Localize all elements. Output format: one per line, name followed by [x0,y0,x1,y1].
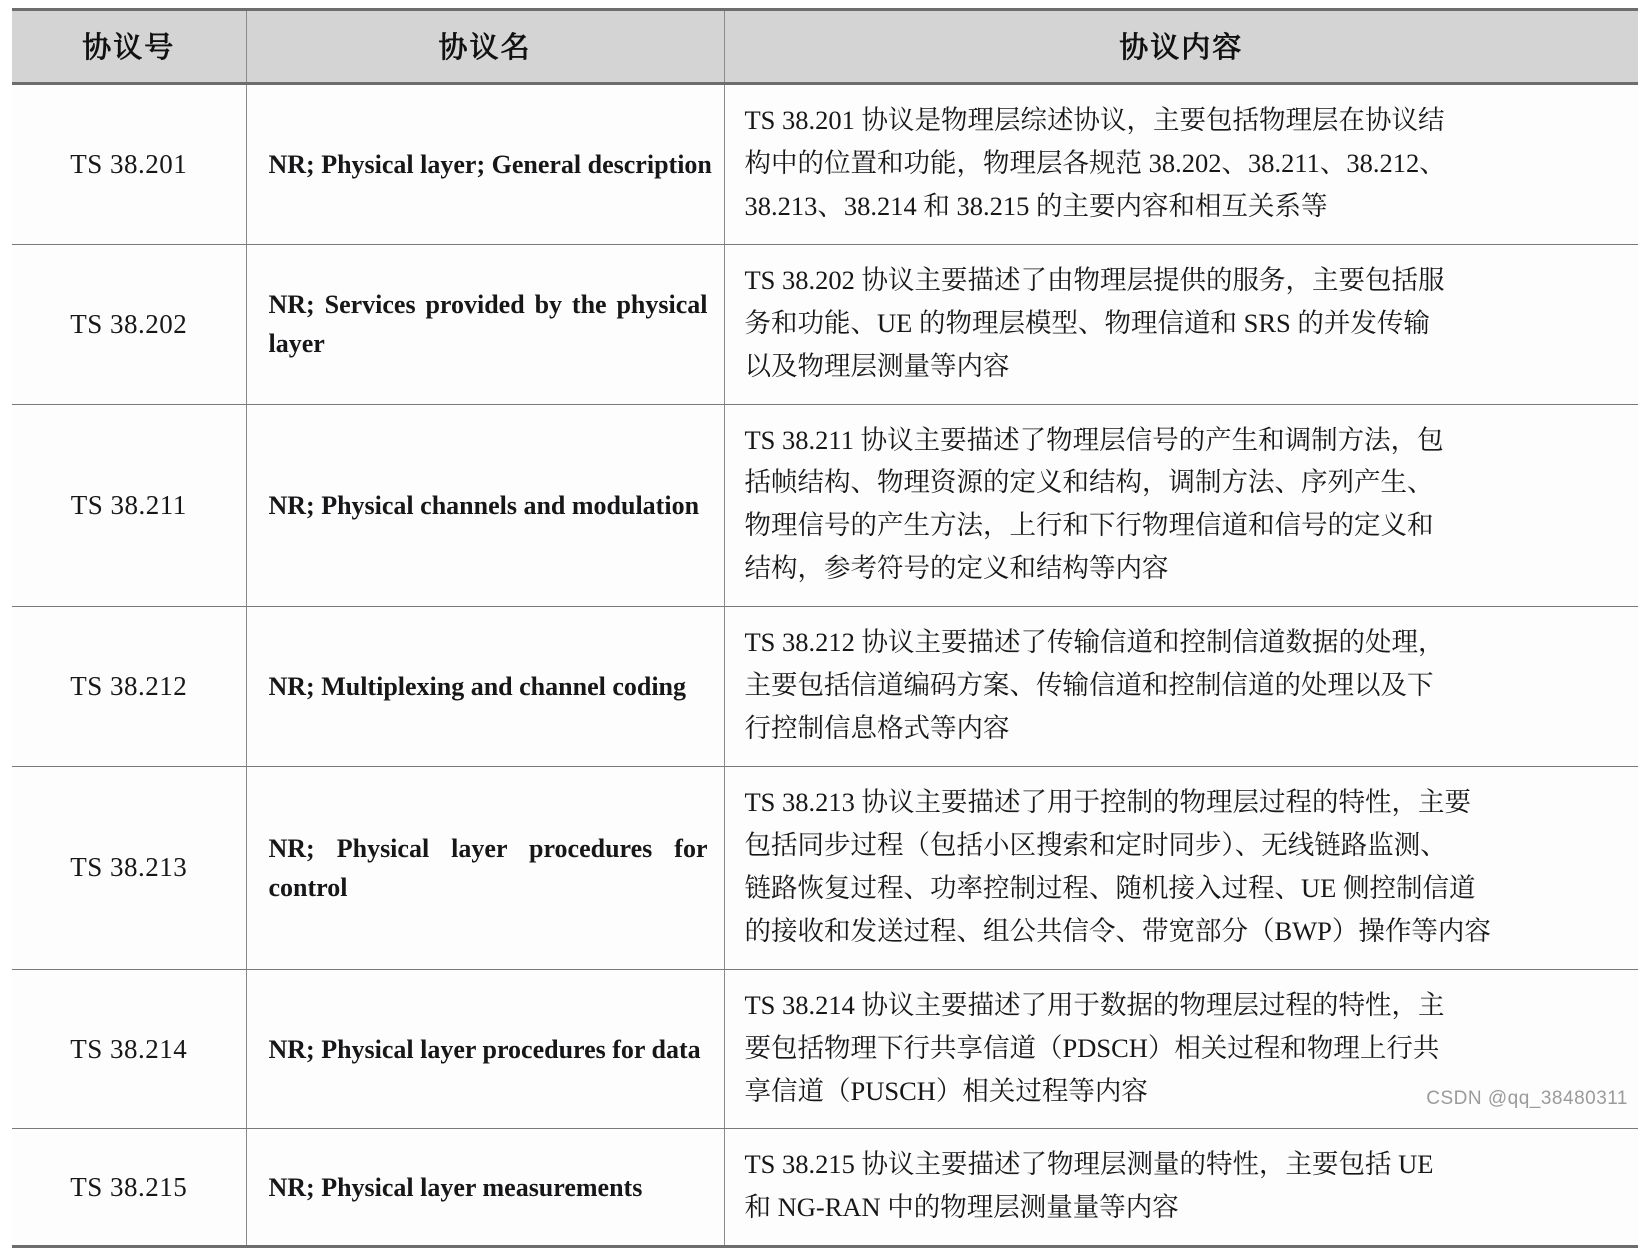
content-line: TS 38.214 协议主要描述了用于数据的物理层过程的特性，主 [744,989,1445,1020]
cell-protocol-content [724,1129,1638,1247]
cell-protocol-number: TS 38.215 [12,1129,246,1247]
content-line: 行控制信息格式等内容 [744,713,1010,744]
content-line: TS 38.213 协议主要描述了用于控制的物理层过程的特性，主要 [744,786,1472,817]
content-line: TS 38.215 协议主要描述了物理层测量的特性，主要包括 UE [744,1149,1434,1180]
content-line: 以及物理层测量等内容 [744,350,1010,381]
cell-protocol-content [724,244,1638,404]
content-line: 务和功能、UE 的物理层模型、物理信道和 SRS 的并发传输 [744,307,1430,338]
cell-protocol-number: TS 38.212 [12,607,246,767]
content-line: 链路恢复过程、功率控制过程、随机接入过程、UE 侧控制信道 [744,872,1476,903]
cell-protocol-name: NR; Physical layer procedures for data [246,969,724,1129]
column-header-protocol-number: 协议号 [12,10,246,84]
content-line: 主要包括信道编码方案、传输信道和控制信道的处理以及下 [744,670,1434,701]
table-header [12,10,1638,84]
column-header-protocol-name: 协议名 [246,10,724,84]
cell-protocol-name: NR; Multiplexing and channel coding [246,607,724,767]
cell-protocol-content [724,607,1638,767]
content-line: 享信道（PUSCH）相关过程等内容 [744,1075,1148,1106]
cell-protocol-content [724,766,1638,969]
cell-protocol-number: TS 38.202 [12,244,246,404]
cell-protocol-name: NR; Physical layer measurements [246,1129,724,1247]
table-row [12,766,1638,969]
cell-protocol-number: TS 38.213 [12,766,246,969]
content-line: 和 NG-RAN 中的物理层测量量等内容 [744,1192,1179,1223]
cell-protocol-number: TS 38.201 [12,84,246,245]
table-header-row [12,10,1638,84]
content-line: 要包括物理下行共享信道（PDSCH）相关过程和物理上行共 [744,1032,1440,1063]
cell-protocol-name: NR; Physical layer procedures for control [246,766,724,969]
content-line: 的接收和发送过程、组公共信令、带宽部分（BWP）操作等内容 [744,915,1491,946]
table-row [12,84,1638,245]
table-row [12,969,1638,1129]
cell-protocol-name: NR; Services provided by the physical layer [246,244,724,404]
table-row [12,404,1638,607]
csdn-watermark: CSDN @qq_38480311 [1426,1088,1628,1109]
content-line: 包括同步过程（包括小区搜索和定时同步）、无线链路监测、 [744,829,1447,860]
content-line: 物理信号的产生方法，上行和下行物理信道和信号的定义和 [744,510,1434,541]
content-line: 结构，参考符号的定义和结构等内容 [744,553,1169,584]
cell-protocol-content [724,84,1638,245]
cell-protocol-content [724,404,1638,607]
table-row [12,1129,1638,1247]
cell-protocol-number: TS 38.214 [12,969,246,1129]
cell-protocol-number: TS 38.211 [12,404,246,607]
content-line: 构中的位置和功能，物理层各规范 38.202、38.211、38.212、 [744,147,1446,178]
content-line: TS 38.211 协议主要描述了物理层信号的产生和调制方法，包 [744,424,1444,455]
column-header-protocol-content: 协议内容 [724,10,1638,84]
content-line: TS 38.201 协议是物理层综述协议，主要包括物理层在协议结 [744,105,1445,135]
content-line: TS 38.212 协议主要描述了传输信道和控制信道数据的处理， [744,627,1445,658]
cell-protocol-name: NR; Physical channels and modulation [246,404,724,607]
table-body [12,84,1638,1247]
content-line: TS 38.202 协议主要描述了由物理层提供的服务，主要包括服 [744,264,1445,295]
table-row [12,607,1638,767]
protocol-spec-table [12,8,1638,1248]
table-row [12,244,1638,404]
content-line: 括帧结构、物理资源的定义和结构，调制方法、序列产生、 [744,467,1434,498]
cell-protocol-name: NR; Physical layer; General description [246,84,724,245]
content-line: 38.213、38.214 和 38.215 的主要内容和相互关系等 [744,190,1328,221]
